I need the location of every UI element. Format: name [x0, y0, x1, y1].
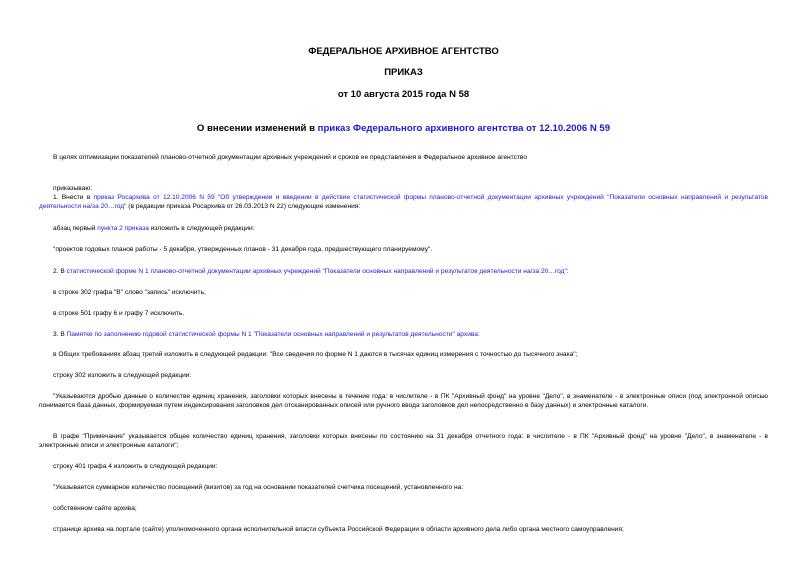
item3-paragraph	[39, 330, 768, 339]
abzac-prefix: абзац первый	[53, 225, 98, 232]
doc-date-number: от 10 августа 2015 года N 58	[337, 89, 470, 100]
abzac-paragraph	[39, 224, 768, 233]
agency-heading: ФЕДЕРАЛЬНОЕ АРХИВНОЕ АГЕНТСТВО	[308, 46, 499, 57]
row302b-paragraph: строку 302 изложить в следующей редакции:	[53, 372, 192, 379]
row302-paragraph: в строке 302 графа "В" слово "запись" исключить;	[53, 289, 206, 296]
item3-prefix: 3. В	[53, 331, 67, 338]
item1-link[interactable]: приказ Росархива от 12.10.2006 N 59 "Об утверждении и введении в действие статистической формы планово-отчетной документации архивных учреждений "Показатели основных направлений и результатов деятельности на/за 20…год"	[39, 194, 768, 210]
row401-paragraph: строку 401 графа 4 изложить в следующей редакции:	[53, 463, 218, 470]
item2-suffix: :	[566, 268, 569, 275]
item1-suffix: (в редакции приказа Росархива от 26.03.2013 N 22) следующие изменения:	[126, 203, 361, 210]
own-site-paragraph: собственном сайте архива;	[53, 505, 137, 512]
item1-paragraph	[39, 193, 768, 211]
note-paragraph: В графе "Примечание" указывается общее количество единиц хранения, заголовки которых внесены по состоянию на 31 декабря отчетного года: в числителе - в ПК "Архивный фонд" на уровне "Дело", в знаменателе - в электронные описи и электронные каталоги";	[39, 433, 768, 449]
item2-paragraph	[39, 267, 768, 276]
quote2-paragraph: "Указываются дробью данные о количестве единиц хранения, заголовки которых внесены в течение года: в числителе - в ПК "Архивный фонд" на уровне "Дело", в знаменателе - в электронные описи (под электронной описью понимается база данных, формируемая путем индексирования заголовков дел отсканированных описей или ручного ввода заголовков дел непосредственно в базу данных) и электронные каталоги.	[39, 393, 768, 409]
abzac-link[interactable]: пункта 2 приказа	[97, 225, 149, 232]
portal-paragraph: странице архива на портале (сайте) уполномоченного органа исполнительной власти субъекта Российской Федерации в области архивного дела либо органа местного самоуправления;	[53, 526, 624, 533]
doc-title-link[interactable]: приказ Федерального архивного агентства от 12.10.2006 N 59	[317, 123, 611, 134]
item2-prefix: 2. В	[53, 268, 67, 275]
abzac-suffix: изложить в следующей редакции:	[148, 225, 255, 232]
doc-title	[0, 123, 807, 134]
quote3-paragraph: "Указывается суммарное количество посещений (визитов) за год на основании показателей счетчика посещений, установленного на:	[53, 484, 464, 491]
doc-title-prefix: О внесении изменений в	[196, 123, 318, 134]
item3-link[interactable]: Памятке по заполнению годовой статистической формы N 1 "Показатели основных направлений и результатов деятельности" архива	[66, 331, 478, 338]
preamble-paragraph: В целях оптимизации показателей планово-отчетной документации архивных учреждений и сроков ее представления в Федеральное архивное агентство	[53, 154, 528, 161]
order-word: приказываю:	[53, 185, 93, 192]
item1-prefix: 1. Внести в	[53, 194, 94, 201]
item3-suffix: :	[477, 331, 480, 338]
doc-type-heading: ПРИКАЗ	[384, 67, 423, 78]
item2-link[interactable]: статистической форме N 1 планово-отчетной документации архивных учреждений "Показатели основных направлений и результатов деятельности на/за 20…год"	[66, 268, 567, 275]
general-req-paragraph: в Общих требованиях абзац третий изложить в следующей редакции: "Все сведения по форме N 1 даются в тысячах единиц измерения с точностью до тысячного знака";	[53, 351, 578, 358]
quote1-paragraph: "проектов годовых планов работы - 5 декабря, утвержденных планов - 31 декабря года, предшествующего планируемому".	[53, 246, 433, 253]
row501-paragraph: в строке 501 графу 6 и графу 7 исключить.	[53, 310, 185, 317]
